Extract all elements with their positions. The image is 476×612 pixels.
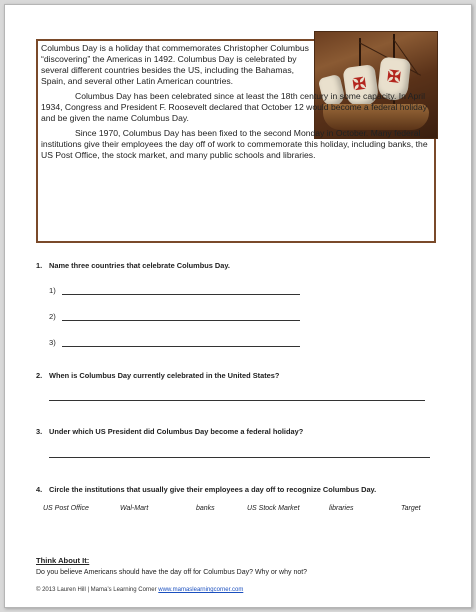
option-banks[interactable]: banks [196, 505, 215, 512]
paragraph-1: Columbus Day is a holiday that commemorates Christopher Columbus “discovering” the Americas in 1492. Columbus Day is celebrated by several different countries besides the US, including the Bahamas, Spain, and several other Latin American countries. [41, 43, 309, 86]
question-1-text: Name three countries that celebrate Columbus Day. [49, 261, 230, 270]
answer-2-label: 2) [49, 312, 56, 321]
answer-line-2[interactable] [62, 320, 300, 321]
question-3-text: Under which US President did Columbus Day become a federal holiday? [49, 427, 304, 436]
question-4-number: 4. [36, 485, 43, 494]
worksheet-page [4, 4, 472, 608]
question-2-text: When is Columbus Day currently celebrated in the United States? [49, 371, 280, 380]
answer-line-3[interactable] [62, 346, 300, 347]
question-4-text: Circle the institutions that usually give their employees a day off to recognize Columbus Day. [49, 485, 377, 494]
answer-line-1[interactable] [62, 294, 300, 295]
answer-line-q3[interactable] [49, 457, 430, 458]
website-link[interactable]: www.mamaslearningcorner.com [158, 587, 244, 593]
reading-passage [41, 43, 433, 165]
option-us-post-office[interactable]: US Post Office [43, 505, 89, 512]
think-about-it-question: Do you believe Americans should have the day off for Columbus Day? Why or why not? [36, 569, 308, 576]
option-us-stock-market[interactable]: US Stock Market [247, 505, 300, 512]
answer-3-label: 3) [49, 338, 56, 347]
think-about-it-heading: Think About It: [36, 556, 90, 565]
red-cross-icon: ✠ [351, 75, 368, 95]
answer-line-q2[interactable] [49, 400, 425, 401]
paragraph-3: Since 1970, Columbus Day has been fixed to the second Monday in October. Many federal institutions give their employees the day off of work to commemorate this holiday, including banks, the US Post Office, the stock market, and many public schools and libraries. [41, 128, 428, 160]
question-1-number: 1. [36, 261, 43, 270]
question-2-number: 2. [36, 371, 43, 380]
option-wal-mart[interactable]: Wal-Mart [120, 505, 149, 512]
option-target[interactable]: Target [401, 505, 421, 512]
paragraph-2: Columbus Day has been celebrated since at least the 18th century in some capacity. In April 1934, Congress and President F. Roosevelt declared that October 12 would become a federal holiday and be given the name Columbus Day. [41, 91, 427, 123]
red-cross-icon: ✠ [386, 68, 402, 87]
footer-credit [36, 587, 243, 593]
option-libraries[interactable]: libraries [329, 505, 354, 512]
answer-1-label: 1) [49, 286, 56, 295]
question-3-number: 3. [36, 427, 43, 436]
copyright-text: © 2013 Lauren Hill | Mama’s Learning Corner [36, 587, 157, 593]
